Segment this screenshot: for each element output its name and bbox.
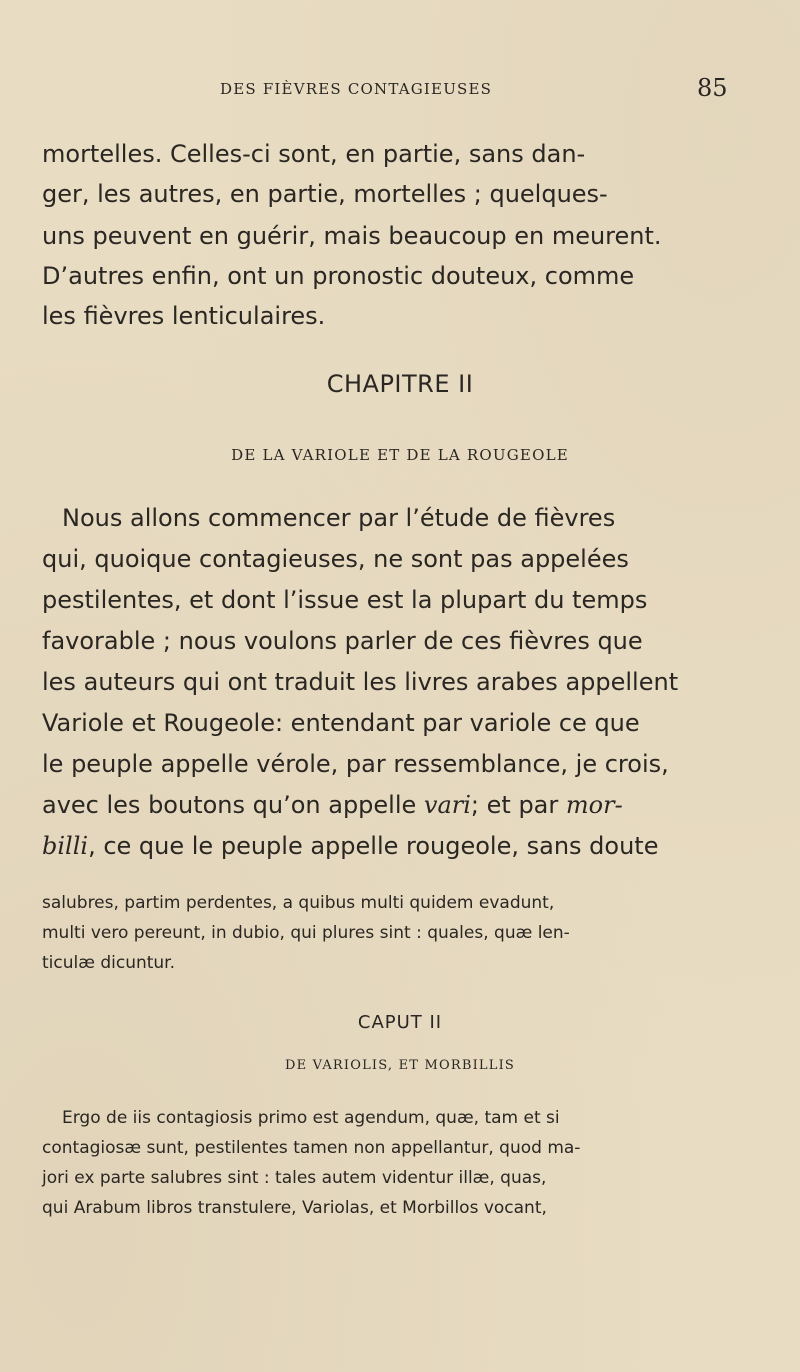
text-segment: avec les boutons qu’on appelle [42, 791, 424, 819]
text-line: D’autres enfin, ont un pronostic douteux, comme [42, 262, 635, 290]
chapter-title: CHAPITRE II [326, 370, 474, 398]
caput-title: CAPUT II [357, 1012, 443, 1033]
chapter-subtitle: DE LA VARIOLE ET DE LA ROUGEOLE [231, 446, 569, 464]
text-segment: ; et par [470, 791, 566, 819]
running-head: DES FIÈVRES CONTAGIEUSES [220, 80, 493, 98]
text-line: favorable ; nous voulons parler de ces fièvres que [42, 627, 643, 655]
text-line: salubres, partim perdentes, a quibus multi quidem evadunt, [42, 893, 555, 913]
text-line: ticulæ dicuntur. [42, 953, 176, 973]
text-line [42, 787, 623, 823]
text-line: jori ex parte salubres sint : tales autem videntur illæ, quas, [42, 1168, 547, 1188]
text-line: Nous allons commencer par l’étude de fièvres [62, 504, 616, 532]
caput-subtitle: DE VARIOLIS, ET MORBILLIS [284, 1058, 516, 1073]
text-line: qui Arabum libros transtulere, Variolas, et Morbillos vocant, [42, 1198, 547, 1218]
text-line: pestilentes, et dont l’issue est la plupart du temps [42, 586, 648, 614]
text-line: les fièvres lenticulaires. [42, 302, 326, 330]
text-line [42, 828, 658, 864]
text-line: uns peuvent en guérir, mais beaucoup en meurent. [42, 222, 662, 250]
text-line: Variole et Rougeole: entendant par variole ce que [42, 709, 640, 737]
italic-term-morbilli-end: billi [42, 832, 89, 860]
italic-term-vari: vari [423, 791, 471, 819]
text-line: Ergo de iis contagiosis primo est agendum, quæ, tam et si [62, 1108, 560, 1128]
text-line: mortelles. Celles-ci sont, en partie, sans dan- [42, 140, 586, 168]
text-line: contagiosæ sunt, pestilentes tamen non appellantur, quod ma- [42, 1138, 581, 1158]
italic-term-morbilli-start: mor- [565, 791, 623, 819]
page-number: 85 [697, 74, 728, 102]
text-segment: , ce que le peuple appelle rougeole, sans doute [88, 832, 659, 860]
text-line: qui, quoique contagieuses, ne sont pas appelées [42, 545, 629, 573]
text-line: ger, les autres, en partie, mortelles ; quelques- [42, 180, 608, 208]
text-line: multi vero pereunt, in dubio, qui plures sint : quales, quæ len- [42, 923, 570, 943]
text-line: le peuple appelle vérole, par ressemblance, je crois, [42, 750, 669, 778]
text-line: les auteurs qui ont traduit les livres arabes appellent [42, 668, 679, 696]
